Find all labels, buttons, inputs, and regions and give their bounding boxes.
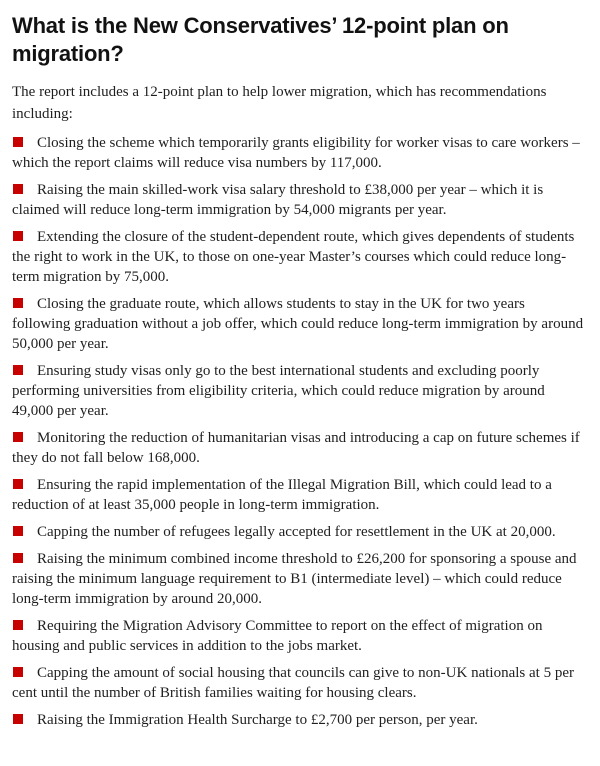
list-item: [12, 475, 586, 515]
list-item: [12, 133, 586, 173]
list-item-text: Extending the closure of the student-dependent route, which gives dependents of students the right to work in the UK, to those on one-year Master’s courses which could reduce long-term migration by 75,000.: [12, 229, 575, 285]
bullet-square-icon: [13, 479, 23, 489]
list-item: [12, 361, 586, 421]
intro-paragraph: The report includes a 12-point plan to help lower migration, which has recommendations including:: [12, 84, 547, 122]
bullet-square-icon: [13, 184, 23, 194]
bullet-square-icon: [13, 620, 23, 630]
bullet-square-icon: [13, 137, 23, 147]
article-heading: What is the New Conservatives’ 12-point plan on migration?: [12, 13, 509, 66]
list-item: [12, 428, 586, 468]
list-item: [12, 227, 586, 287]
bullet-square-icon: [13, 553, 23, 563]
list-item-text: Raising the main skilled-work visa salary threshold to £38,000 per year – which it is claimed will reduce long-term immigration by 54,000 migrants per year.: [12, 182, 544, 218]
list-item: [12, 180, 586, 220]
bullet-square-icon: [13, 298, 23, 308]
list-item-text: Ensuring study visas only go to the best international students and excluding poorly performing universities from eligibility criteria, which could reduce migration by around 49,000 per year.: [12, 363, 545, 419]
list-item-text: Ensuring the rapid implementation of the Illegal Migration Bill, which could lead to a reduction of at least 35,000 people in long-term immigration.: [12, 477, 552, 513]
list-item: [12, 663, 586, 703]
bullet-square-icon: [13, 365, 23, 375]
list-item-text: Closing the scheme which temporarily grants eligibility for worker visas to care workers – which the report claims will reduce visa numbers by 117,000.: [12, 135, 580, 171]
list-item-text: Raising the minimum combined income threshold to £26,200 for sponsoring a spouse and raising the minimum language requirement to B1 (intermediate level) – which could reduce long-term immigration by around 20,000.: [12, 551, 577, 607]
list-item: [12, 522, 586, 542]
list-item-text: Monitoring the reduction of humanitarian visas and introducing a cap on future schemes if they do not fall below 168,000.: [12, 430, 580, 466]
list-item: [12, 549, 586, 609]
bullet-square-icon: [13, 432, 23, 442]
list-item-text: Raising the Immigration Health Surcharge to £2,700 per person, per year.: [37, 712, 478, 728]
list-item: [12, 616, 586, 656]
bullet-square-icon: [13, 231, 23, 241]
list-item-text: Requiring the Migration Advisory Committee to report on the effect of migration on housing and public services in addition to the jobs market.: [12, 618, 543, 654]
bullet-square-icon: [13, 526, 23, 536]
list-item-text: Capping the number of refugees legally accepted for resettlement in the UK at 20,000.: [37, 524, 556, 540]
list-item: [12, 710, 586, 730]
list-item-text: Closing the graduate route, which allows students to stay in the UK for two years following graduation without a job offer, which could reduce long-term immigration by around 50,000 per year.: [12, 296, 584, 352]
plan-list: [12, 133, 586, 730]
bullet-square-icon: [13, 667, 23, 677]
list-item: [12, 294, 586, 354]
list-item-text: Capping the amount of social housing that councils can give to non-UK nationals at 5 per cent until the number of British families waiting for housing clears.: [12, 665, 574, 701]
bullet-square-icon: [13, 714, 23, 724]
